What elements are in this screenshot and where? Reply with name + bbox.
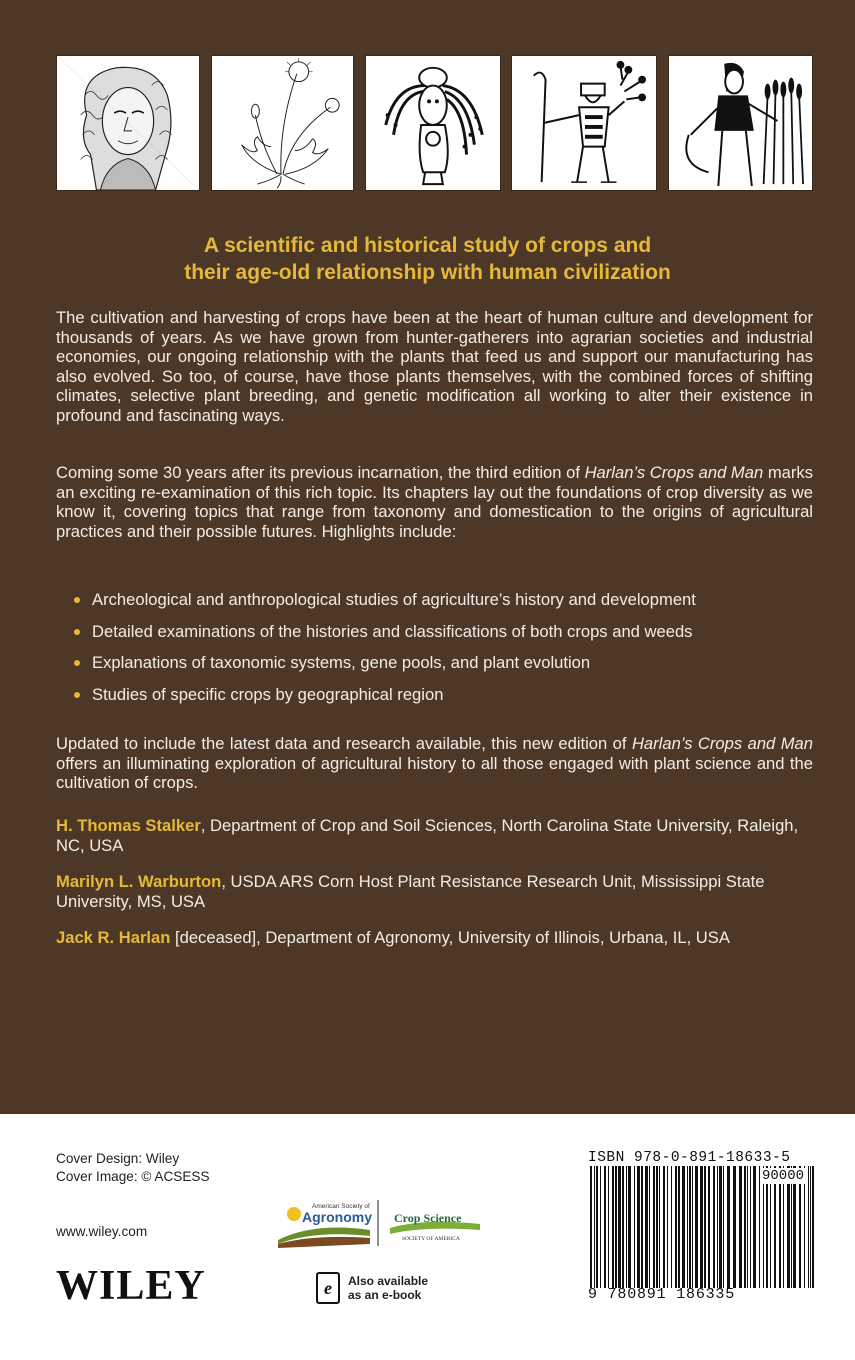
- agronomy-society-name: Agronomy: [302, 1209, 372, 1225]
- isbn-barcode: [590, 1166, 815, 1288]
- author-entry: [56, 816, 816, 855]
- cover-design-credit: Cover Design: Wiley: [56, 1151, 180, 1166]
- isbn-text: ISBN 978-0-891-18633-5: [588, 1150, 791, 1166]
- author-entry: [56, 872, 816, 911]
- ebook-icon: [316, 1272, 340, 1304]
- society-logos: [274, 1196, 494, 1250]
- edition-paragraph: [56, 463, 813, 541]
- figure-harvesting-grain-image: [668, 55, 813, 191]
- highlight-item: [74, 685, 814, 717]
- ebook-line-2: as an e-book: [348, 1288, 422, 1302]
- wiley-logo: WILEY: [56, 1263, 206, 1309]
- book-title-italic: Harlan’s Crops and Man: [631, 734, 813, 753]
- highlight-text: Explanations of taxonomic systems, gene pools, and plant evolution: [92, 653, 591, 672]
- author-name: H. Thomas Stalker: [56, 816, 201, 835]
- crop-science-society: SOCIETY OF AMERICA: [402, 1236, 460, 1242]
- cover-image-credit: Cover Image: © ACSESS: [56, 1169, 210, 1184]
- tagline-line-2: their age-old relationship with human civilization: [184, 261, 671, 284]
- tagline-line-1: A scientific and historical study of crops and: [203, 234, 652, 257]
- author-entry: [56, 928, 816, 948]
- author-affiliation: [deceased], Department of Agronomy, University of Illinois, Urbana, IL, USA: [170, 928, 730, 947]
- agronomy-society-small: American Society of: [312, 1203, 370, 1210]
- sun-icon: [287, 1207, 301, 1221]
- highlight-item: [74, 622, 814, 654]
- edition-text-end: marks an exciting re-examination of this rich topic. Its chapters lay out the foundations of crop diversity as we know it, covering topics that range from taxonomy and domestication to the origins of agricultural practices and their possible futures. Highlights include:: [56, 463, 813, 541]
- ebook-availability: [348, 1274, 428, 1302]
- dandelion-drawing-image: [211, 55, 354, 191]
- updated-text-end: offers an illuminating exploration of agricultural history to all those engaged with plant science and the cultivation of crops.: [56, 753, 813, 793]
- highlight-item: [74, 653, 814, 685]
- bullet-icon: [74, 660, 80, 666]
- portrait-engraving-image: [56, 55, 200, 191]
- barcode-digits: 9 780891 186335: [588, 1286, 736, 1303]
- highlight-text: Studies of specific crops by geographical region: [92, 684, 444, 704]
- author-affiliation: , USDA ARS Corn Host Plant Resistance Research Unit, Mississippi State University, MS, USA: [56, 872, 765, 911]
- bullet-icon: [74, 629, 80, 635]
- intro-paragraph: The cultivation and harvesting of crops have been at the heart of human culture and development for thousands of years. As we have grown from hunter-gatherers into agrarian societies and industrial economies, our ongoing relationship with the plants that feed us and support our manufacturing has also evolved. So too, of course, have those plants themselves, with the combined forces of shifting climates, selective plant breeding, and genetic modification all working to alter their existence in profound and fascinating ways.: [56, 308, 813, 425]
- crop-science-name: Crop Science: [394, 1211, 462, 1225]
- ancient-figure-with-plants-image: [511, 55, 657, 191]
- bullet-icon: [74, 692, 80, 698]
- highlights-list: [74, 590, 814, 716]
- highlight-text: Archeological and anthropological studies of agriculture’s history and development: [92, 590, 696, 609]
- book-title-italic: Harlan’s Crops and Man: [584, 463, 764, 482]
- author-affiliation: , Department of Crop and Soil Sciences, North Carolina State University, Raleigh, NC, USA: [56, 816, 799, 855]
- svg-text:e: e: [324, 1278, 332, 1298]
- tagline: [0, 232, 855, 286]
- bullet-icon: [74, 597, 80, 603]
- figure-with-plant-headdress-image: [365, 55, 501, 191]
- updated-text-start: Updated to include the latest data and research available, this new edition of: [56, 734, 632, 753]
- website-link[interactable]: www.wiley.com: [56, 1224, 148, 1239]
- author-name: Jack R. Harlan: [56, 928, 171, 947]
- updated-paragraph: [56, 734, 813, 793]
- highlight-text: Detailed examinations of the histories and classifications of both crops and weeds: [92, 621, 693, 641]
- edition-text-start: Coming some 30 years after its previous incarnation, the third edition of: [56, 463, 585, 482]
- author-name: Marilyn L. Warburton: [56, 872, 222, 891]
- price-code: 90000: [762, 1168, 805, 1184]
- highlight-item: [74, 590, 814, 622]
- ebook-line-1: Also available: [348, 1274, 429, 1288]
